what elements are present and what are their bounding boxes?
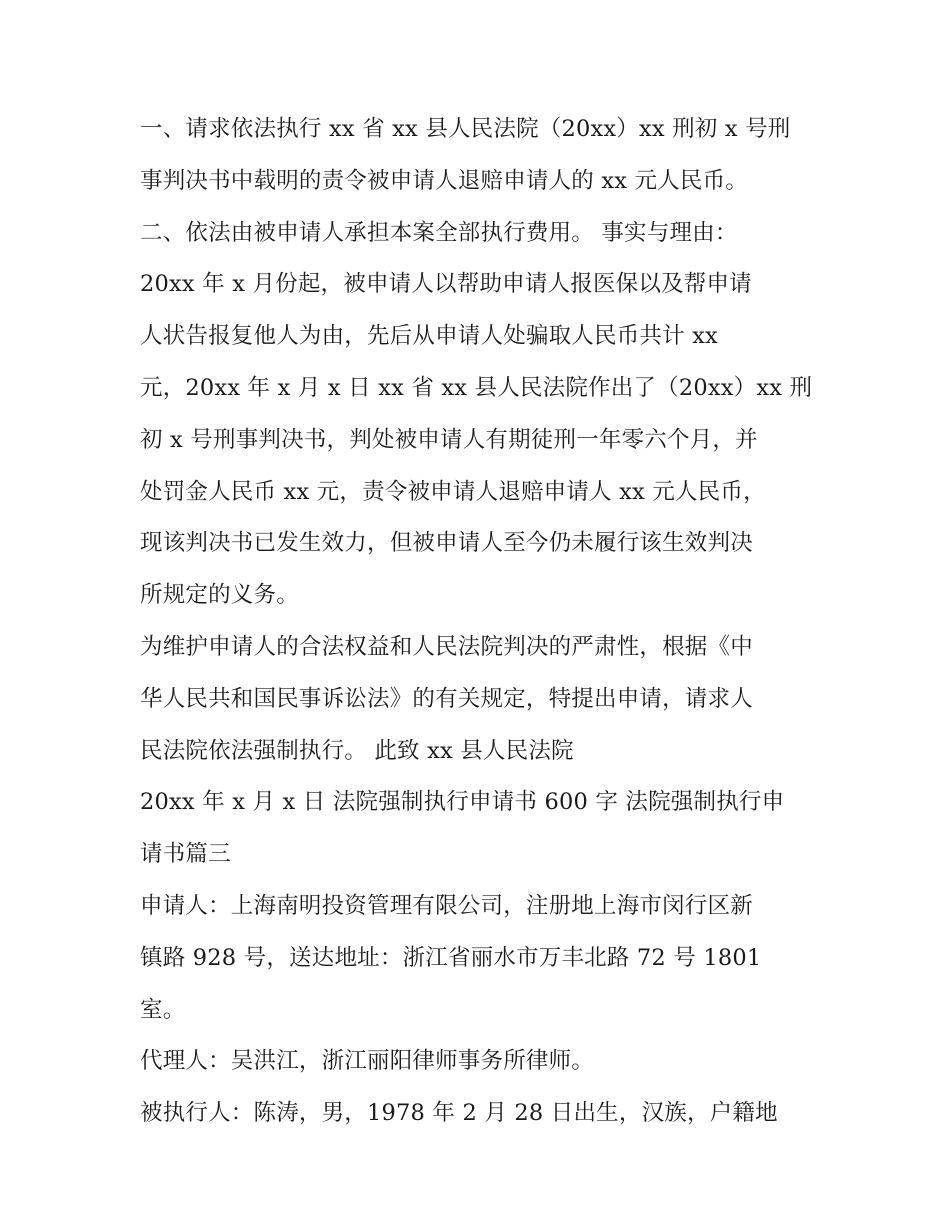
text-line: 20xx 年 x 月 x 日 法院强制执行申请书 600 字 法院强制执行申	[140, 789, 785, 816]
text-line: 所规定的义务。	[140, 582, 299, 609]
text-line: 镇路 928 号，送达地址：浙江省丽水市万丰北路 72 号 1801	[140, 944, 762, 971]
text-line: 华人民共和国民事诉讼法》的有关规定，特提出申请，请求人	[140, 685, 753, 712]
text-line: 代理人：吴洪江，浙江丽阳律师事务所律师。	[140, 1048, 595, 1075]
text-line: 室。	[140, 996, 186, 1023]
text-line: 事判决书中载明的责令被申请人退赔申请人的 xx 元人民币。	[140, 167, 748, 194]
text-line: 被执行人：陈涛，男，1978 年 2 月 28 日出生，汉族，户籍地	[140, 1100, 778, 1127]
text-line: 人状告报复他人为由，先后从申请人处骗取人民币共计 xx	[140, 323, 718, 350]
text-line: 初 x 号刑事判决书，判处被申请人有期徒刑一年零六个月，并	[140, 426, 758, 453]
document-body	[140, 104, 820, 1140]
text-line: 元，20xx 年 x 月 x 日 xx 省 xx 县人民法院作出了（20xx）xx 刑	[140, 374, 813, 401]
text-line: 处罚金人民币 xx 元，责令被申请人退赔申请人 xx 元人民币，	[140, 478, 766, 505]
text-line: 20xx 年 x 月份起，被申请人以帮助申请人报医保以及帮申请	[140, 271, 752, 298]
text-line: 一、请求依法执行 xx 省 xx 县人民法院（20xx）xx 刑初 x 号刑	[140, 116, 791, 142]
text-line: 二、依法由被申请人承担本案全部执行费用。 事实与理由：	[140, 219, 738, 246]
text-line: 申请人：上海南明投资管理有限公司，注册地上海市闵行区新	[140, 892, 753, 919]
text-line: 请书篇三	[140, 841, 231, 868]
text-line: 为维护申请人的合法权益和人民法院判决的严肃性，根据《中	[140, 633, 753, 660]
text-line: 现该判决书已发生效力，但被申请人至今仍未履行该生效判决	[140, 530, 753, 557]
text-line: 民法院依法强制执行。 此致 xx 县人民法院	[140, 737, 574, 764]
